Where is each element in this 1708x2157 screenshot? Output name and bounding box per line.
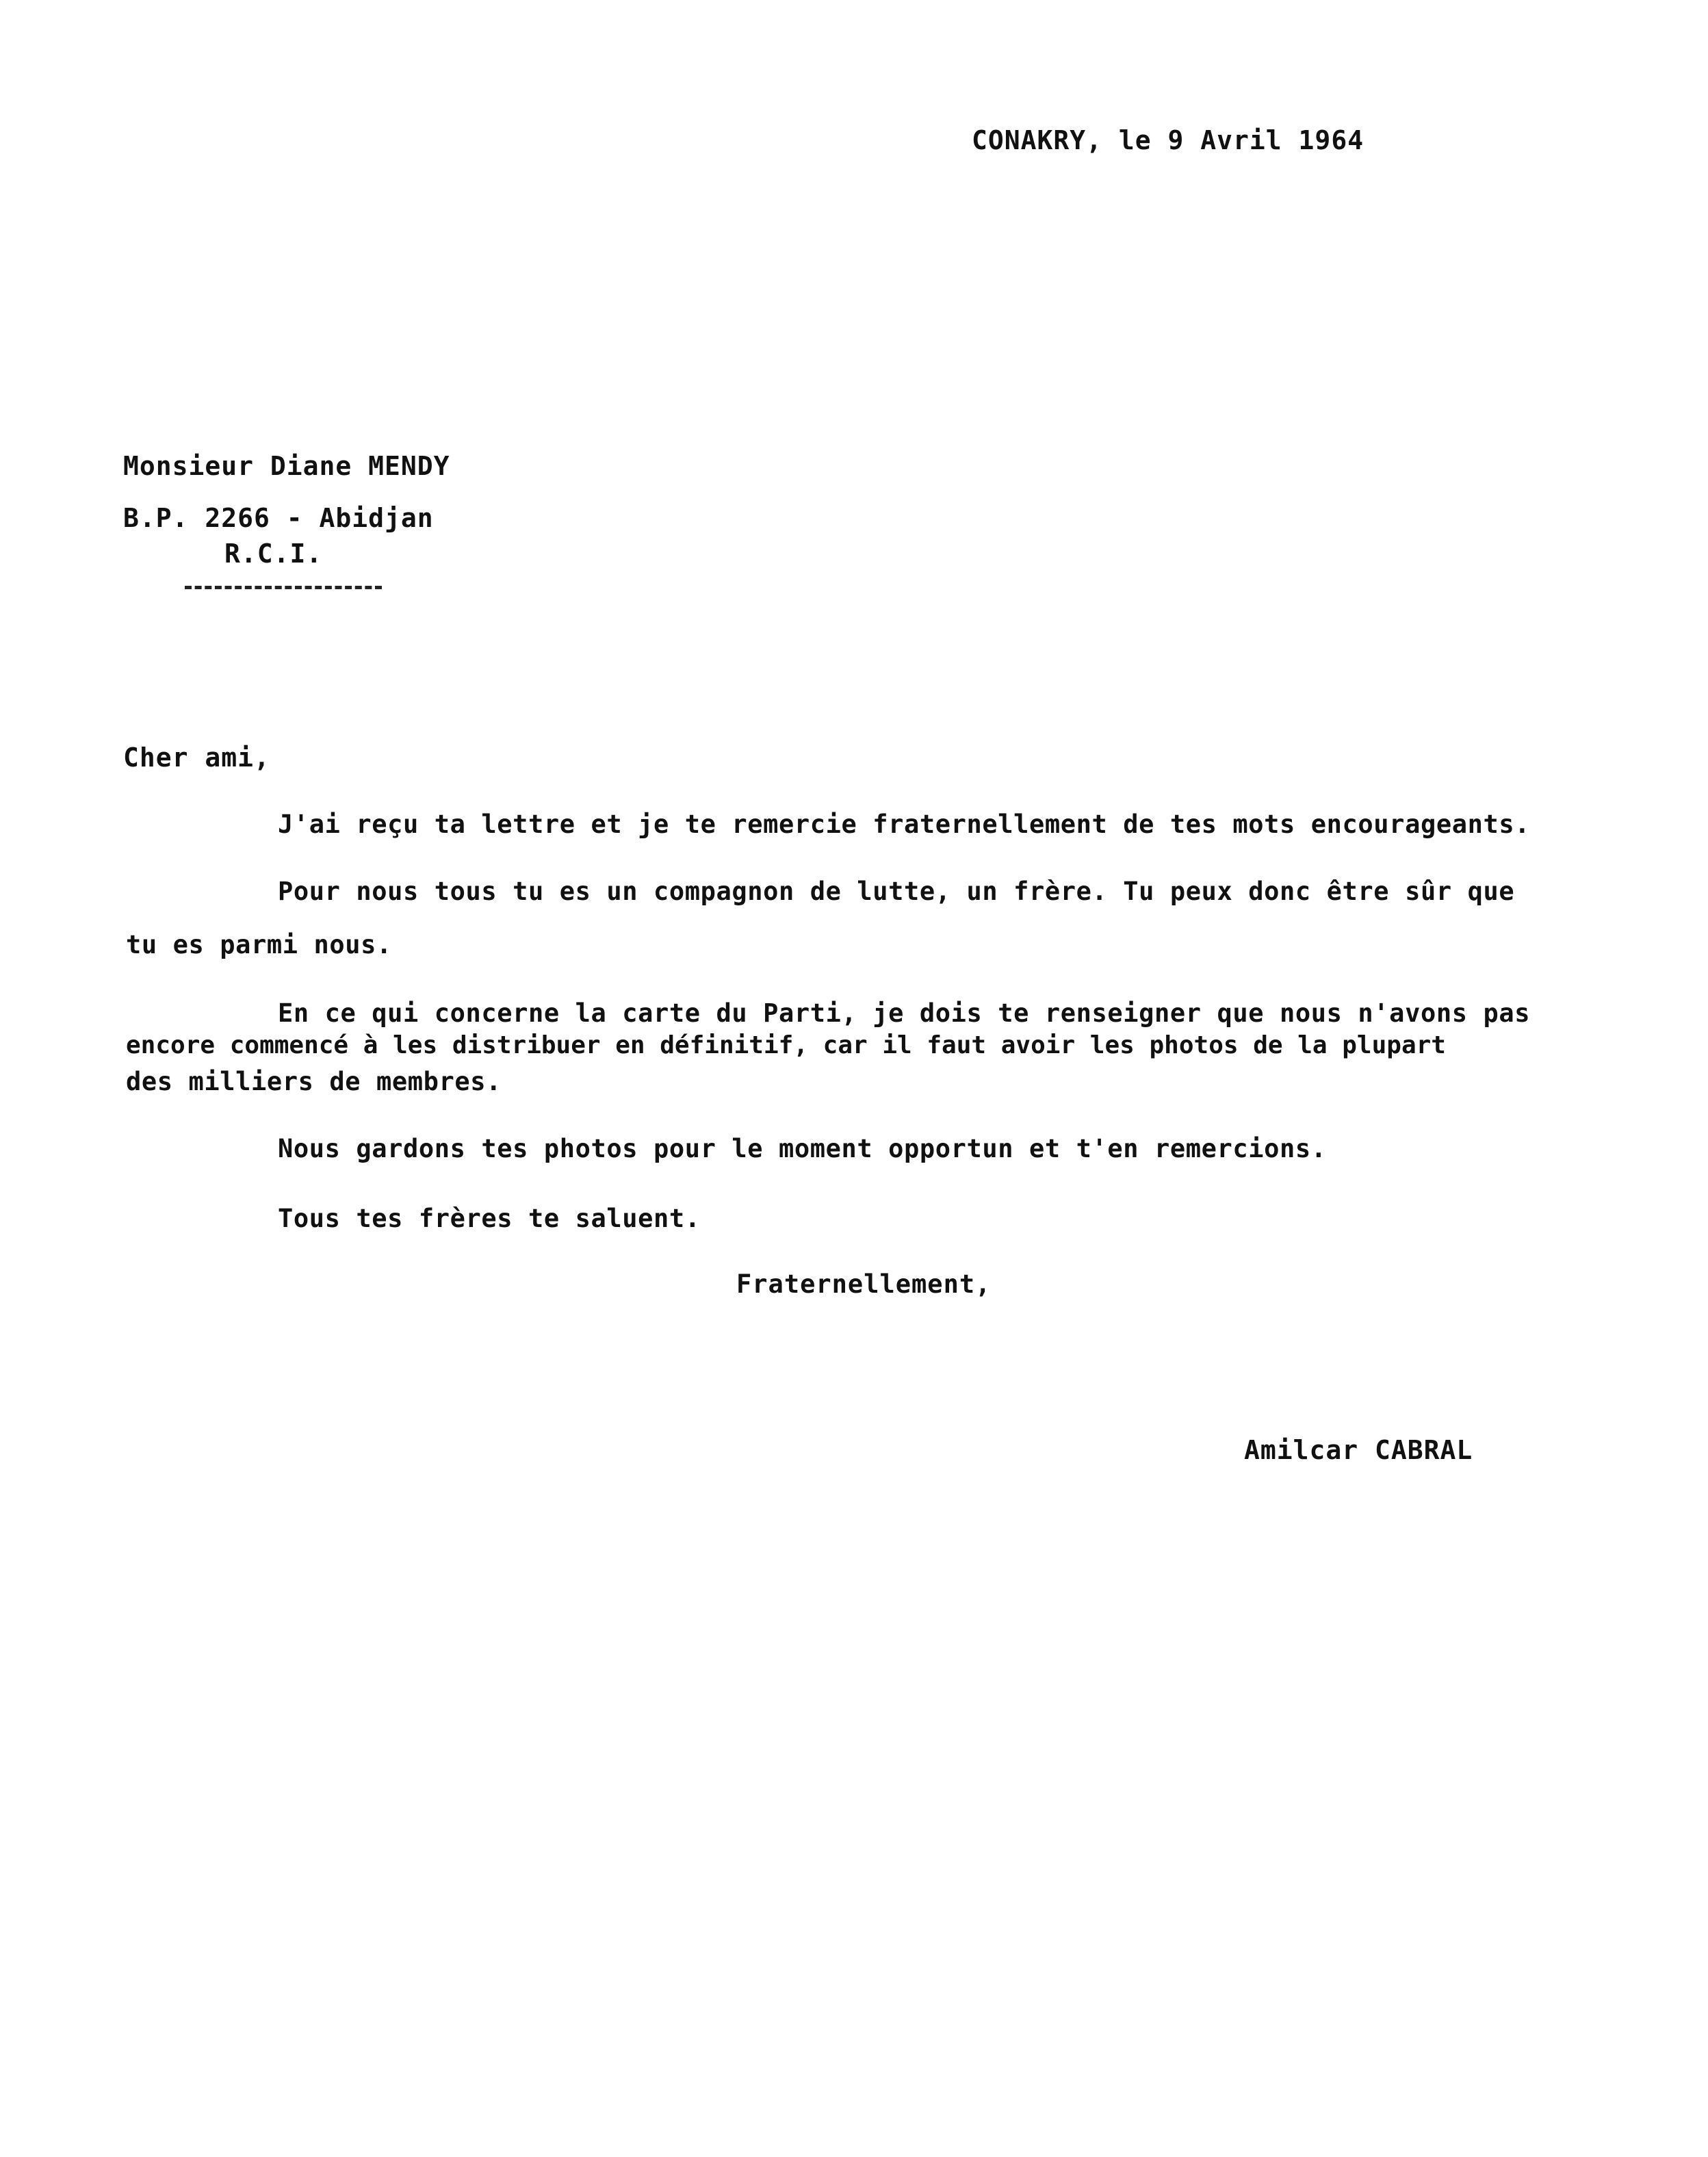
paragraph-3-line-3: des milliers de membres. bbox=[126, 1067, 502, 1096]
paragraph-3-line-2: encore commencé à les distribuer en définitif, car il faut avoir les photos de la plupart bbox=[126, 1031, 1446, 1059]
recipient-address-line1: B.P. 2266 - Abidjan bbox=[123, 503, 434, 533]
dateline: CONAKRY, le 9 Avril 1964 bbox=[972, 125, 1364, 155]
paragraph-2-line-2: tu es parmi nous. bbox=[126, 930, 392, 959]
paragraph-1-line-1: J'ai reçu ta lettre et je te remercie fraternellement de tes mots encourageants. bbox=[278, 810, 1531, 839]
recipient-address-line2: R.C.I. bbox=[224, 539, 323, 569]
paragraph-3-line-1: En ce qui concerne la carte du Parti, je dois te renseigner que nous n'avons pas bbox=[278, 998, 1531, 1028]
recipient-name: Monsieur Diane MENDY bbox=[123, 451, 450, 481]
salutation: Cher ami, bbox=[123, 742, 270, 773]
paragraph-4-line-1: Nous gardons tes photos pour le moment opportun et t'en remercions. bbox=[278, 1134, 1327, 1163]
paragraph-5-line-1: Tous tes frères te saluent. bbox=[278, 1204, 701, 1233]
signature-name: Amilcar CABRAL bbox=[1244, 1435, 1473, 1465]
address-underline-divider bbox=[185, 586, 382, 589]
paragraph-2-line-1: Pour nous tous tu es un compagnon de lutte, un frère. Tu peux donc être sûr que bbox=[278, 877, 1515, 906]
closing: Fraternellement, bbox=[736, 1269, 992, 1299]
